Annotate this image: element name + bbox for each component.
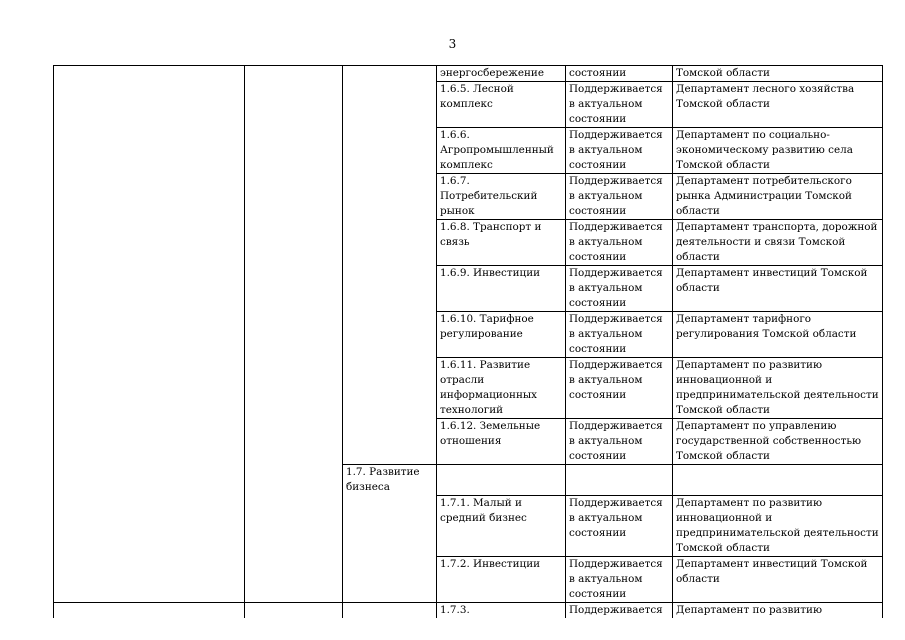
cell-text-line: Поддерживается (569, 497, 663, 509)
cell-status (566, 128, 673, 174)
cell-col2 (245, 66, 343, 603)
cell-department (673, 82, 883, 128)
cell-department (673, 128, 883, 174)
cell-text-line: предпринимательской деятельности (676, 527, 879, 539)
cell-col2 (245, 603, 343, 619)
cell-text-line: 1.6.6. (440, 129, 470, 141)
cell-text-line: регулирования Томской области (676, 328, 857, 340)
cell-text-line: экономическому развитию села (676, 144, 853, 156)
cell-text-line: Департамент транспорта, дорожной (676, 221, 878, 233)
cell-text-line: бизнеса (346, 481, 390, 493)
table-row (54, 66, 883, 82)
table-row (54, 603, 883, 619)
cell-text-line: в актуальном (569, 144, 643, 156)
cell-text-line: Поддерживается (569, 558, 663, 570)
cell-text-line: Поддерживается (569, 420, 663, 432)
cell-text-line: состоянии (569, 113, 627, 125)
cell-text-line: информационных (440, 389, 538, 401)
cell-text-line: состоянии (569, 389, 627, 401)
cell-text-line: рынок (440, 205, 475, 217)
cell-text-line: Поддерживается (569, 267, 663, 279)
cell-text-line: рынка Администрации Томской (676, 190, 852, 202)
cell-text-line: комплекс (440, 159, 493, 171)
cell-text-line: в актуальном (569, 374, 643, 386)
cell-text-line: Департамент лесного хозяйства (676, 83, 855, 95)
cell-text-line: Департамент по развитию (676, 497, 823, 509)
cell-text-line: Департамент по развитию (676, 604, 823, 616)
cell-text-line: Томской области (676, 159, 770, 171)
cell-text-line: 1.6.7. (440, 175, 470, 187)
cell-text-line: инновационной и (676, 512, 773, 524)
cell-text-line: предпринимательской деятельности (676, 389, 879, 401)
cell-text-line: 1.6.12. Земельные (440, 420, 541, 432)
cell-status (566, 174, 673, 220)
cell-text-line: Департамент инвестиций Томской (676, 267, 868, 279)
cell-text-line: Томской области (676, 542, 770, 554)
cell-text-line: Департамент потребительского (676, 175, 852, 187)
cell-status (566, 557, 673, 603)
cell-subsection (343, 465, 437, 603)
cell-text-line: в актуальном (569, 435, 643, 447)
cell-section (437, 220, 566, 266)
cell-text-line: Департамент по развитию (676, 359, 823, 371)
cell-text-line: состоянии (569, 343, 627, 355)
cell-text-line: Поддерживается (569, 313, 663, 325)
cell-text-line: области (676, 573, 720, 585)
cell-text-line: комплекс (440, 98, 493, 110)
cell-text-line: 1.6.11. Развитие (440, 359, 531, 371)
cell-text-line: в актуальном (569, 236, 643, 248)
cell-text-line: состоянии (569, 297, 627, 309)
cell-text-line: состоянии (569, 159, 627, 171)
cell-text-line: 1.7.1. Малый и (440, 497, 522, 509)
cell-text-line: связь (440, 236, 470, 248)
cell-text-line: 1.7.2. Инвестиции (440, 558, 541, 570)
cell-department (673, 312, 883, 358)
cell-text-line: в актуальном (569, 573, 643, 585)
cell-text-line: Департамент инвестиций Томской (676, 558, 868, 570)
cell-col3 (343, 66, 437, 465)
cell-text-line: 1.6.8. Транспорт и (440, 221, 542, 233)
cell-section (437, 603, 566, 619)
cell-status (566, 220, 673, 266)
cell-section (437, 557, 566, 603)
cell-text-line: состоянии (569, 450, 627, 462)
cell-department (673, 496, 883, 557)
cell-section (437, 82, 566, 128)
cell-text-line: Департамент тарифного (676, 313, 812, 325)
cell-text-line: Департамент по управлению (676, 420, 837, 432)
cell-text-line: отрасли (440, 374, 485, 386)
cell-section (437, 312, 566, 358)
cell-department (673, 419, 883, 465)
cell-status (566, 603, 673, 619)
cell-text-line: 1.6.5. Лесной (440, 83, 514, 95)
cell-text-line: Агропромышленный (440, 144, 554, 156)
cell-text-line: области (676, 205, 720, 217)
cell-text-line: в актуальном (569, 98, 643, 110)
cell-text-line: Поддерживается (569, 359, 663, 371)
cell-text-line: средний бизнес (440, 512, 527, 524)
cell-status: состоянии (566, 66, 673, 82)
cell-department (673, 266, 883, 312)
cell-department (673, 174, 883, 220)
cell-section: энергосбережение (437, 66, 566, 82)
cell-text-line: Томской области (676, 404, 770, 416)
cell-department (673, 603, 883, 619)
cell-col1 (54, 66, 245, 603)
cell-status (566, 419, 673, 465)
cell-section (437, 358, 566, 419)
cell-text-line: 1.6.10. Тарифное (440, 313, 534, 325)
cell-text-line: области (676, 251, 720, 263)
cell-text-line: состоянии (569, 205, 627, 217)
cell-text-line: в актуальном (569, 190, 643, 202)
cell-status (566, 358, 673, 419)
cell-section (437, 419, 566, 465)
cell-text-line: Поддерживается (569, 129, 663, 141)
cell-department (673, 557, 883, 603)
cell-text-line: Томской области (676, 98, 770, 110)
cell-text-line: Поддерживается (569, 221, 663, 233)
cell-department (673, 358, 883, 419)
cell-text-line: в актуальном (569, 512, 643, 524)
cell-status (566, 312, 673, 358)
cell-text-line: в актуальном (569, 328, 643, 340)
cell-text-line: государственной собственностью (676, 435, 862, 447)
cell-status (566, 266, 673, 312)
cell-text-line: регулирование (440, 328, 523, 340)
cell-text-line: области (676, 282, 720, 294)
cell-text-line: Поддерживается (569, 83, 663, 95)
registry-table (53, 65, 883, 618)
cell-text-line: в актуальном (569, 282, 643, 294)
cell-text-line: Потребительский (440, 190, 538, 202)
cell-text-line: деятельности и связи Томской (676, 236, 846, 248)
cell-text-line: 1.7.3. (440, 604, 470, 616)
cell-department (673, 220, 883, 266)
cell-status (566, 465, 673, 496)
cell-text-line: состоянии (569, 588, 627, 600)
cell-status (566, 82, 673, 128)
cell-col1 (54, 603, 245, 619)
cell-section (437, 496, 566, 557)
cell-text-line: Департамент по социально- (676, 129, 830, 141)
cell-text-line: состоянии (569, 527, 627, 539)
cell-text-line: 1.7. Развитие (346, 466, 420, 478)
cell-section (437, 174, 566, 220)
cell-section (437, 128, 566, 174)
page-number: 3 (448, 37, 457, 51)
cell-text-line: отношения (440, 435, 502, 447)
cell-text-line: технологий (440, 404, 504, 416)
cell-text-line: 1.6.9. Инвестиции (440, 267, 541, 279)
cell-text-line: Поддерживается (569, 175, 663, 187)
cell-section (437, 266, 566, 312)
cell-text-line: состоянии (569, 251, 627, 263)
cell-text-line: инновационной и (676, 374, 773, 386)
cell-col3 (343, 603, 437, 619)
cell-department: Томской области (673, 66, 883, 82)
cell-status (566, 496, 673, 557)
cell-section (437, 465, 566, 496)
cell-text-line: Поддерживается (569, 604, 663, 616)
cell-text-line: Томской области (676, 450, 770, 462)
cell-department (673, 465, 883, 496)
